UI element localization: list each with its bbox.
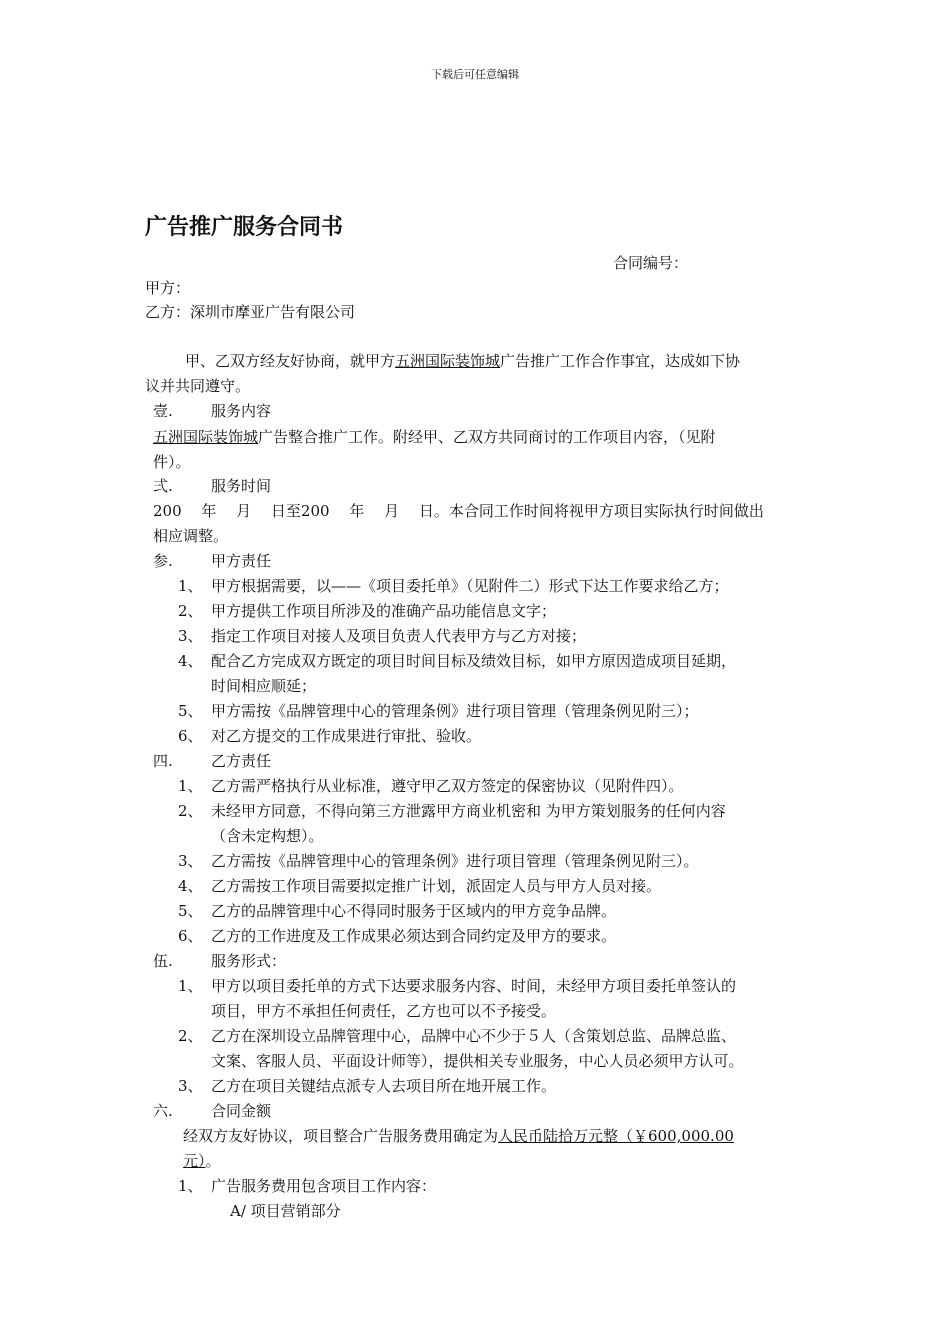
- intro-paragraph-line-2: 议并共同遵守。: [145, 377, 251, 395]
- item-text: 乙方的品牌管理中心不得同时服务于区域内的甲方竞争品牌。: [211, 902, 617, 920]
- item-number: 5、: [178, 902, 203, 920]
- section-number: 参.: [153, 552, 173, 570]
- list-item: [178, 601, 556, 621]
- item-number: 5、: [178, 702, 203, 720]
- contract-amount: 人民币陆拾万元整（￥600,000.00: [498, 1127, 734, 1145]
- party-a-line: 甲方：: [145, 279, 191, 297]
- item-text: 乙方需严格执行从业标准，遵守甲乙双方签定的保密协议（见附件四）。: [211, 777, 684, 795]
- sub-item: A/ 项目营销部分: [230, 1202, 341, 1220]
- item-text: 乙方需按《品牌管理中心的管理条例》进行项目管理（管理条例见附三）。: [211, 852, 699, 870]
- item-number: 4、: [178, 652, 203, 670]
- client-name: 五洲国际装饰城: [395, 352, 501, 370]
- item-number: 2、: [178, 1027, 203, 1045]
- list-item: [178, 776, 684, 796]
- item-text: 广告服务费用包含项目工作内容：: [211, 1177, 437, 1195]
- list-item: [178, 701, 699, 721]
- client-name: 五洲国际装饰城: [153, 428, 259, 446]
- item-number: 3、: [178, 852, 203, 870]
- section-1-text-line-1: [153, 427, 716, 447]
- list-item: [178, 726, 481, 746]
- item-number: 1、: [178, 1177, 203, 1195]
- list-item: [178, 801, 726, 821]
- amount-text: 经双方友好协议，项目整合广告服务费用确定为: [183, 1127, 499, 1145]
- contract-amount-line-2: [183, 1151, 221, 1171]
- item-text: 指定工作项目对接人及项目负责人代表甲方与乙方对接；: [211, 627, 587, 645]
- list-item: [178, 1026, 736, 1046]
- list-item: [178, 876, 661, 896]
- item-number: 6、: [178, 727, 203, 745]
- item-number: 2、: [178, 602, 203, 620]
- section-2-text-line-1: 200 年 月 日至200 年 月 日。本合同工作时间将视甲方项目实际执行时间做出: [153, 502, 764, 520]
- list-item-continuation: 文案、客服人员、平面设计师等），提供相关专业服务，中心人员必须甲方认可。: [211, 1052, 744, 1070]
- item-number: 1、: [178, 777, 203, 795]
- list-item: [178, 901, 616, 921]
- section-title: 服务时间: [211, 477, 272, 495]
- list-item: [178, 576, 729, 596]
- item-text: 对乙方提交的工作成果进行审批、验收。: [211, 727, 482, 745]
- list-item: [178, 851, 699, 871]
- section-2-text-line-2: 相应调整。: [153, 527, 229, 545]
- item-text: 乙方在项目关键结点派专人去项目所在地开展工作。: [211, 1077, 557, 1095]
- section-number: 伍.: [153, 952, 173, 970]
- section-1-text-line-2: 件）。: [153, 453, 191, 471]
- section-title: 服务形式：: [211, 952, 287, 970]
- item-text: 甲方需按《品牌管理中心的管理条例》进行项目管理（管理条例见附三）；: [211, 702, 699, 720]
- item-text: 配合乙方完成双方既定的项目时间目标及绩效目标，如甲方原因造成项目延期，: [211, 652, 737, 670]
- intro-text: 广告推广工作合作事宜，达成如下协: [500, 352, 741, 370]
- section-heading-4: [153, 751, 271, 771]
- item-number: 6、: [178, 927, 203, 945]
- list-item: [178, 976, 736, 996]
- section-text: 广告整合推广工作。附经甲、乙双方共同商讨的工作项目内容，（见附: [258, 428, 716, 446]
- list-item: [178, 1076, 556, 1096]
- list-item-continuation: 项目，甲方不承担任何责任，乙方也可以不予接受。: [211, 1002, 557, 1020]
- amount-text: 。: [205, 1152, 221, 1170]
- item-number: 2、: [178, 802, 203, 820]
- item-text: 甲方提供工作项目所涉及的准确产品功能信息文字；: [211, 602, 557, 620]
- section-heading-2: [153, 476, 271, 496]
- item-number: 4、: [178, 877, 203, 895]
- item-number: 1、: [178, 977, 203, 995]
- section-number: 弍.: [153, 477, 173, 495]
- intro-paragraph-line-1: [185, 351, 740, 371]
- section-heading-6: [153, 1101, 271, 1121]
- list-item-continuation: （含未定构想）。: [211, 827, 324, 845]
- item-text: 乙方在深圳设立品牌管理中心，品牌中心不少于５人（含策划总监、品牌总监、: [211, 1027, 737, 1045]
- document-title: 广告推广服务合同书: [145, 215, 344, 240]
- contract-amount: 元）: [183, 1152, 206, 1170]
- list-item-continuation: 时间相应顺延；: [211, 677, 317, 695]
- item-text: 乙方的工作进度及工作成果必须达到合同约定及甲方的要求。: [211, 927, 617, 945]
- section-heading-3: [153, 551, 271, 571]
- list-item: [178, 626, 586, 646]
- item-number: 3、: [178, 627, 203, 645]
- section-heading-1: [153, 401, 271, 421]
- list-item: [178, 926, 616, 946]
- contract-number-label: 合同编号：: [613, 254, 689, 272]
- section-number: 四.: [153, 752, 173, 770]
- contract-amount-line-1: [183, 1126, 734, 1146]
- item-text: 甲方根据需要，以——《项目委托单》（见附件二）形式下达工作要求给乙方；: [211, 577, 729, 595]
- section-title: 服务内容: [211, 402, 272, 420]
- section-title: 甲方责任: [211, 552, 272, 570]
- list-item: [178, 1176, 436, 1196]
- item-number: 3、: [178, 1077, 203, 1095]
- item-text: 甲方以项目委托单的方式下达要求服务内容、时间，未经甲方项目委托单签认的: [211, 977, 737, 995]
- intro-text: 甲、乙双方经友好协商，就甲方: [185, 352, 396, 370]
- section-number: 壹.: [153, 402, 173, 420]
- party-b-line: 乙方：深圳市摩亚广告有限公司: [145, 303, 356, 321]
- header-note: 下载后可任意编辑: [431, 68, 519, 81]
- section-title: 合同金额: [211, 1102, 272, 1120]
- section-number: 六.: [153, 1102, 173, 1120]
- section-heading-5: [153, 951, 286, 971]
- item-text: 乙方需按工作项目需要拟定推广计划，派固定人员与甲方人员对接。: [211, 877, 662, 895]
- section-title: 乙方责任: [211, 752, 272, 770]
- item-number: 1、: [178, 577, 203, 595]
- list-item: [178, 651, 736, 671]
- item-text: 未经甲方同意，不得向第三方泄露甲方商业机密和 为甲方策划服务的任何内容: [211, 802, 726, 820]
